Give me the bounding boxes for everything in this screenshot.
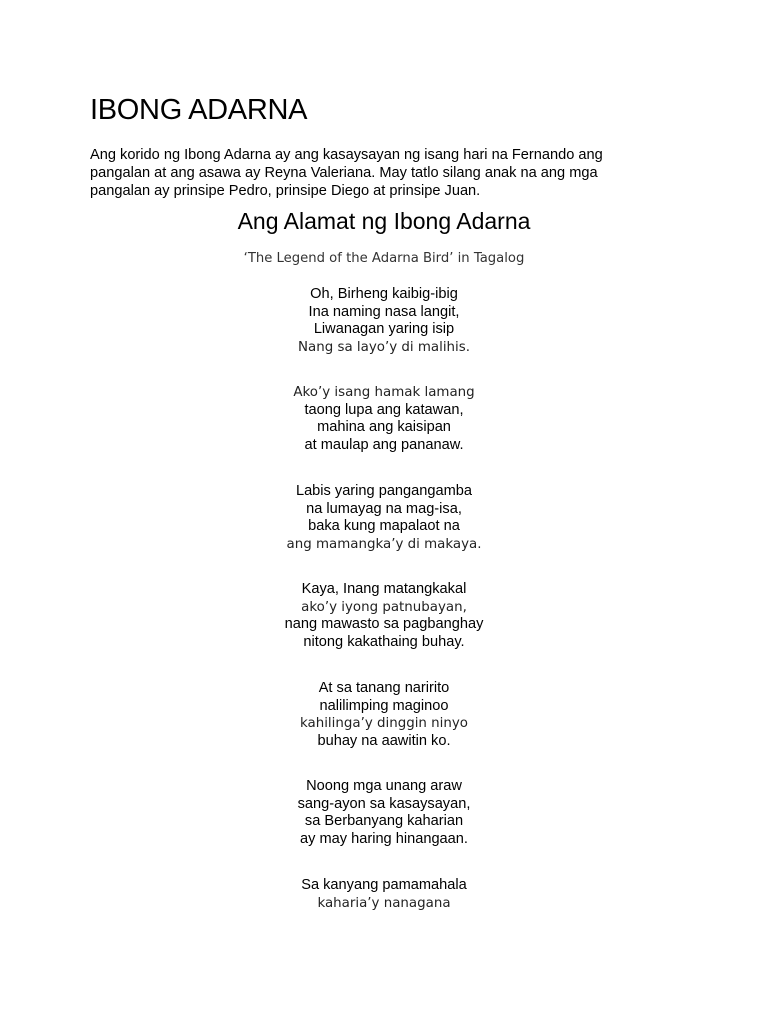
verse-line: buhay na aawitin ko.: [317, 732, 451, 749]
verse-line: Labis yaring pangangamba: [295, 483, 473, 499]
verse-line: taong lupa ang katawan,: [304, 401, 464, 418]
document-title: IBONG ADARNA: [90, 94, 308, 126]
verse-line: baka kung mapalaot na: [308, 518, 460, 535]
verse-line: Nang sa layo’y di malihis.: [298, 339, 470, 355]
verse-line: Ako’y isang hamak lamang: [293, 385, 475, 400]
stanza-4: [0, 581, 768, 651]
verse-line: Kaya, Inang matangkakal: [301, 581, 467, 597]
verse-line: ay may haring hinangaan.: [300, 830, 468, 847]
verse-line: ang mamangka’y di makaya.: [286, 536, 482, 552]
stanza-5: [0, 680, 768, 750]
verse-line: Ina naming nasa langit,: [308, 303, 460, 320]
intro-line: pangalan ay prinsipe Pedro, prinsipe Diego at prinsipe Juan.: [90, 183, 481, 199]
stanza-1: [0, 286, 768, 356]
intro-line: pangalan at ang asawa ay Reyna Valeriana. May tatlo silang anak na ang mga: [90, 165, 598, 181]
verse-line: nalilimping maginoo: [319, 697, 449, 714]
poem-caption: ‘The Legend of the Adarna Bird’ in Tagalog: [243, 251, 525, 266]
verse-line: ako’y iyong patnubayan,: [301, 599, 467, 615]
verse-line: mahina ang kaisipan: [317, 419, 451, 436]
verse-line: nang mawasto sa pagbanghay: [284, 616, 484, 633]
verse-line: kaharia’y nanagana: [317, 895, 451, 911]
stanza-7: [0, 877, 768, 912]
verse-line: at maulap ang pananaw.: [304, 436, 464, 453]
verse-line: Liwanagan yaring isip: [313, 321, 455, 338]
verse-line: na lumayag na mag-isa,: [306, 500, 462, 517]
verse-line: sang-ayon sa kasaysayan,: [297, 795, 471, 812]
verse-line: kahilinga’y dinggin ninyo: [300, 716, 468, 732]
verse-line: Noong mga unang araw: [306, 778, 462, 794]
stanza-2: [0, 384, 768, 454]
verse-line: At sa tanang naririto: [318, 680, 450, 696]
verse-line: Oh, Birheng kaibig-ibig: [310, 286, 458, 302]
verse-line: Sa kanyang pamamahala: [301, 877, 467, 893]
stanza-6: [0, 778, 768, 848]
stanza-3: [0, 483, 768, 553]
verse-line: nitong kakathaing buhay.: [303, 633, 465, 650]
intro-paragraph: [90, 146, 650, 200]
intro-line: Ang korido ng Ibong Adarna ay ang kasaysayan ng isang hari na Fernando ang: [90, 147, 603, 163]
poem-title: Ang Alamat ng Ibong Adarna: [237, 208, 531, 234]
verse-line: sa Berbanyang kaharian: [304, 813, 464, 830]
